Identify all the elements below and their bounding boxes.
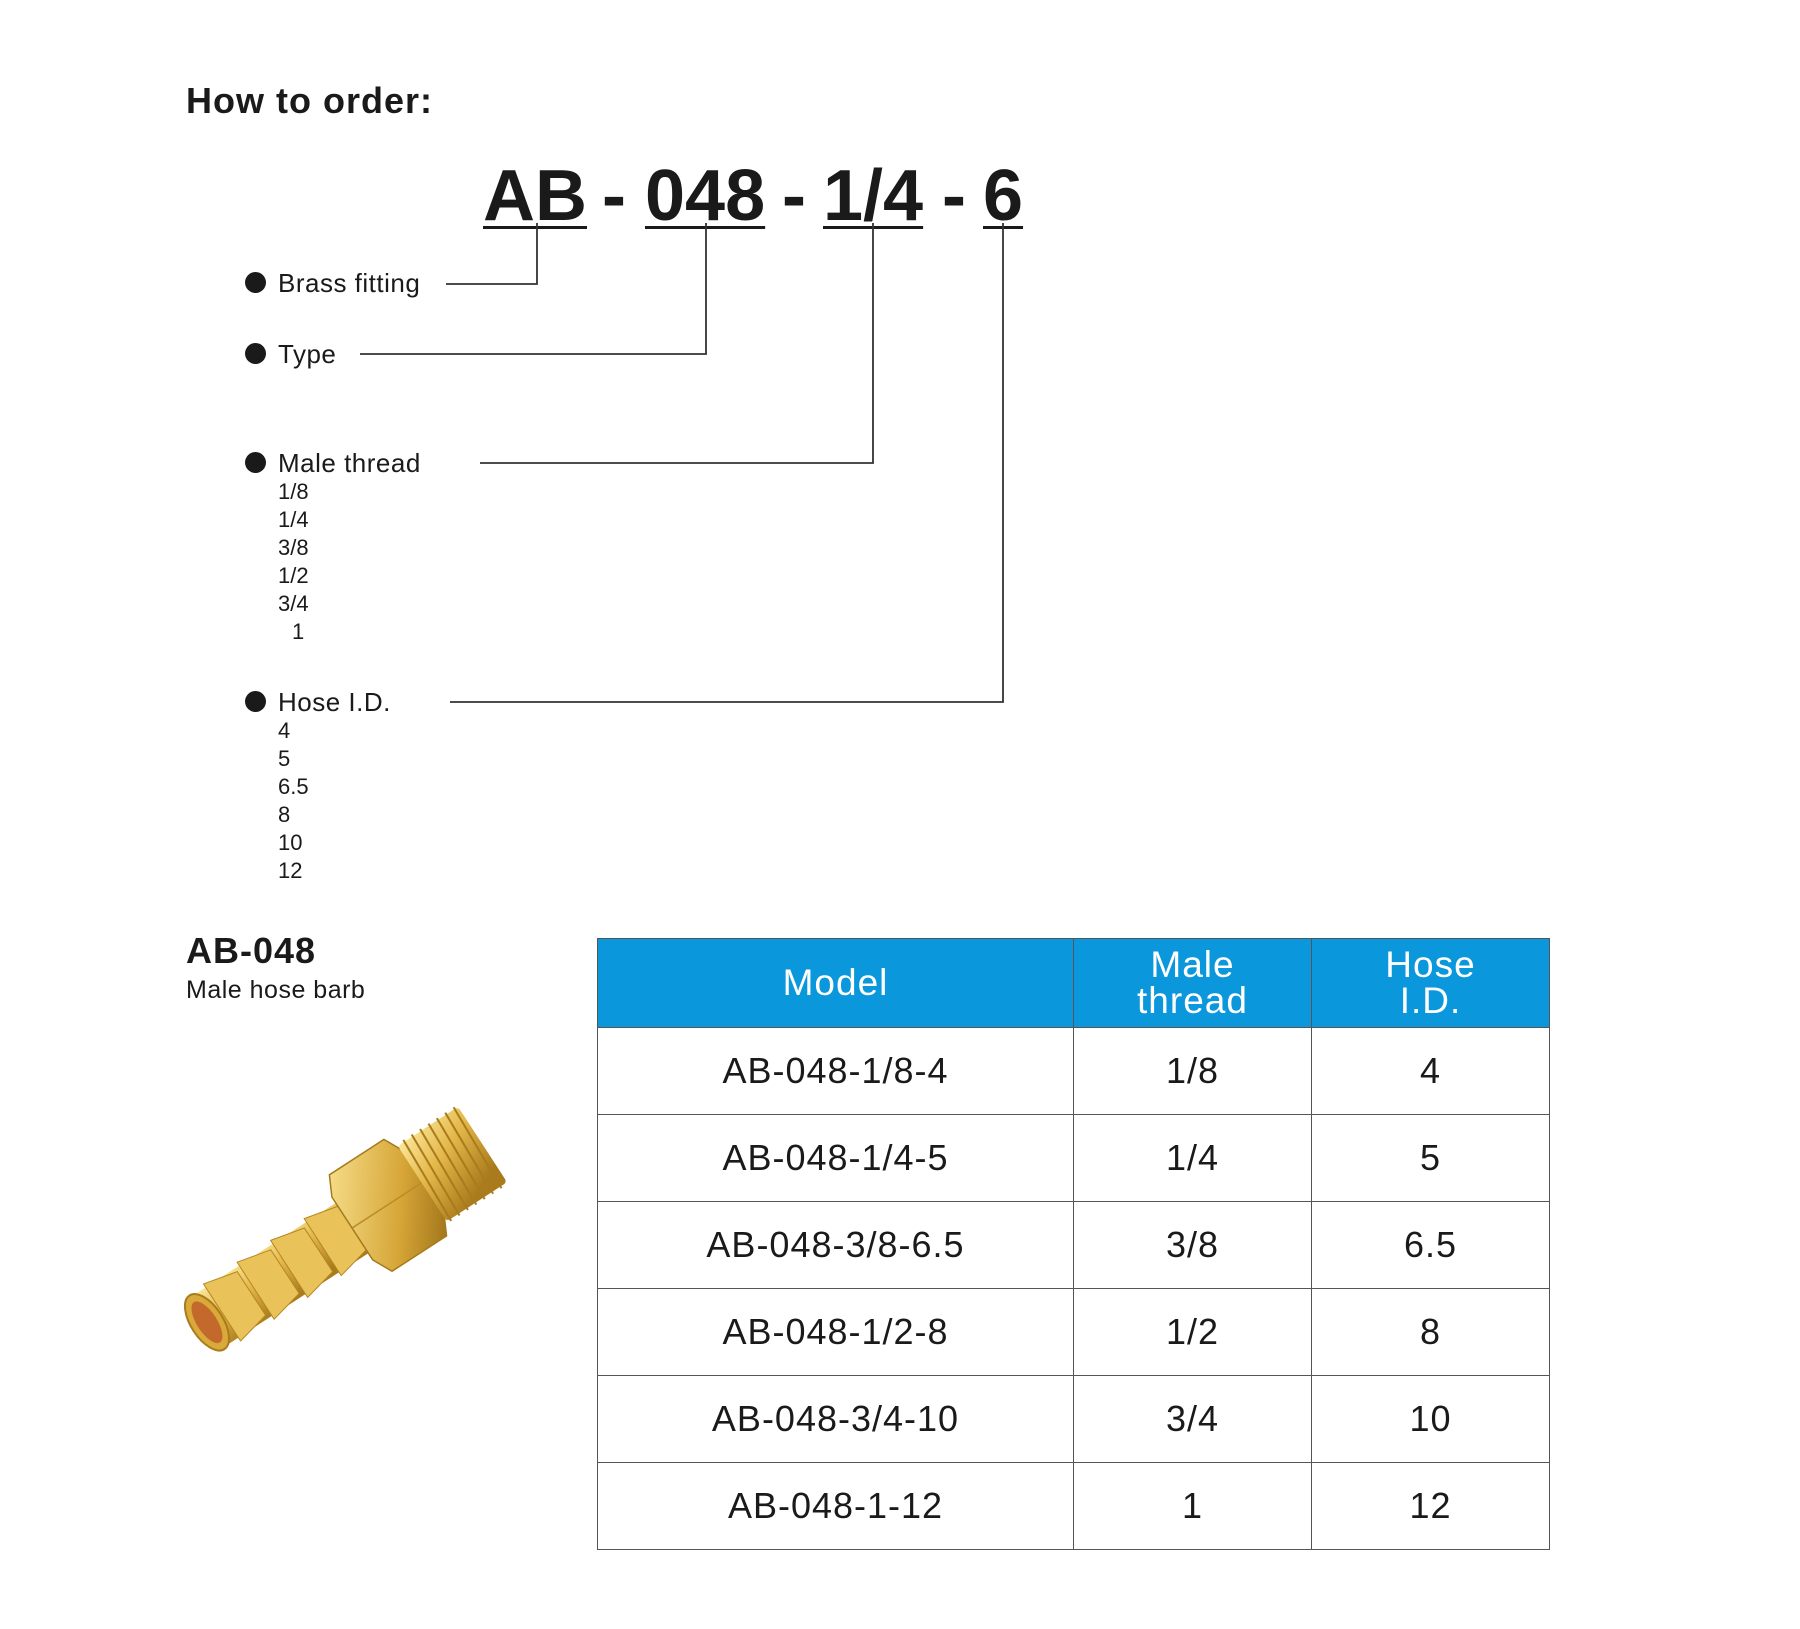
option-value: 10 <box>278 830 303 855</box>
table-row <box>598 1202 1550 1289</box>
leader-line-brass <box>446 223 537 284</box>
cell-thread: 1/8 <box>1074 1028 1312 1115</box>
bullet-icon <box>245 272 266 293</box>
bullet-icon <box>245 452 266 473</box>
bullet-icon <box>245 691 266 712</box>
code-segment-hose: 6 <box>983 156 1024 236</box>
cell-hose: 6.5 <box>1312 1202 1550 1289</box>
cell-thread: 3/8 <box>1074 1202 1312 1289</box>
cell-hose: 5 <box>1312 1115 1550 1202</box>
option-value: 1 <box>292 619 305 644</box>
table-row <box>598 1376 1550 1463</box>
cell-model: AB-048-1/2-8 <box>598 1289 1074 1376</box>
cell-thread: 1/4 <box>1074 1115 1312 1202</box>
code-separator: - <box>782 156 806 236</box>
item-label-male-thread: Male thread <box>278 448 421 478</box>
header-text: Hose <box>1385 944 1476 985</box>
cell-hose: 4 <box>1312 1028 1550 1115</box>
cell-thread: 1/2 <box>1074 1289 1312 1376</box>
option-value: 1/8 <box>278 479 309 504</box>
cell-model: AB-048-1/8-4 <box>598 1028 1074 1115</box>
cell-hose: 10 <box>1312 1376 1550 1463</box>
bullet-icon <box>245 343 266 364</box>
option-value: 6.5 <box>278 774 309 799</box>
option-value: 3/8 <box>278 535 309 560</box>
header-text: thread <box>1137 980 1248 1021</box>
header-text: I.D. <box>1399 980 1462 1021</box>
header-hose-id <box>1312 939 1550 1028</box>
cell-model: AB-048-1-12 <box>598 1463 1074 1550</box>
option-value: 3/4 <box>278 591 309 616</box>
cell-hose: 8 <box>1312 1289 1550 1376</box>
item-label-type: Type <box>278 339 337 369</box>
male-thread-options <box>278 478 309 646</box>
option-value: 8 <box>278 802 291 827</box>
cell-model: AB-048-3/8-6.5 <box>598 1202 1074 1289</box>
option-value: 12 <box>278 858 303 883</box>
item-label-brass-fitting: Brass fitting <box>278 268 421 298</box>
code-segment-thread: 1/4 <box>823 156 924 236</box>
hose-id-options <box>278 717 309 885</box>
table-row <box>598 1115 1550 1202</box>
option-value: 1/2 <box>278 563 309 588</box>
table-row <box>598 1289 1550 1376</box>
code-separator: - <box>942 156 966 236</box>
product-subtitle: Male hose barb <box>186 976 366 1004</box>
table-header-row <box>598 939 1550 1028</box>
header-model: Model <box>598 939 1074 1028</box>
code-separator: - <box>602 156 626 236</box>
code-segment-type: 048 <box>645 156 766 236</box>
cell-thread: 3/4 <box>1074 1376 1312 1463</box>
leader-line-thread <box>480 223 873 463</box>
item-label-hose-id: Hose I.D. <box>278 687 391 717</box>
header-male-thread <box>1074 939 1312 1028</box>
header-text: Male <box>1150 944 1235 985</box>
cell-model: AB-048-1/4-5 <box>598 1115 1074 1202</box>
order-heading: How to order: <box>186 80 433 121</box>
cell-thread: 1 <box>1074 1463 1312 1550</box>
option-value: 1/4 <box>278 507 309 532</box>
table-row <box>598 1028 1550 1115</box>
model-spec-table <box>597 938 1550 1550</box>
cell-hose: 12 <box>1312 1463 1550 1550</box>
product-title: AB-048 <box>186 930 317 971</box>
brass-hose-barb-image <box>140 1090 520 1390</box>
option-value: 4 <box>278 718 291 743</box>
cell-model: AB-048-3/4-10 <box>598 1376 1074 1463</box>
option-value: 5 <box>278 746 291 771</box>
table-row <box>598 1463 1550 1550</box>
code-segment-series: AB <box>483 156 587 236</box>
